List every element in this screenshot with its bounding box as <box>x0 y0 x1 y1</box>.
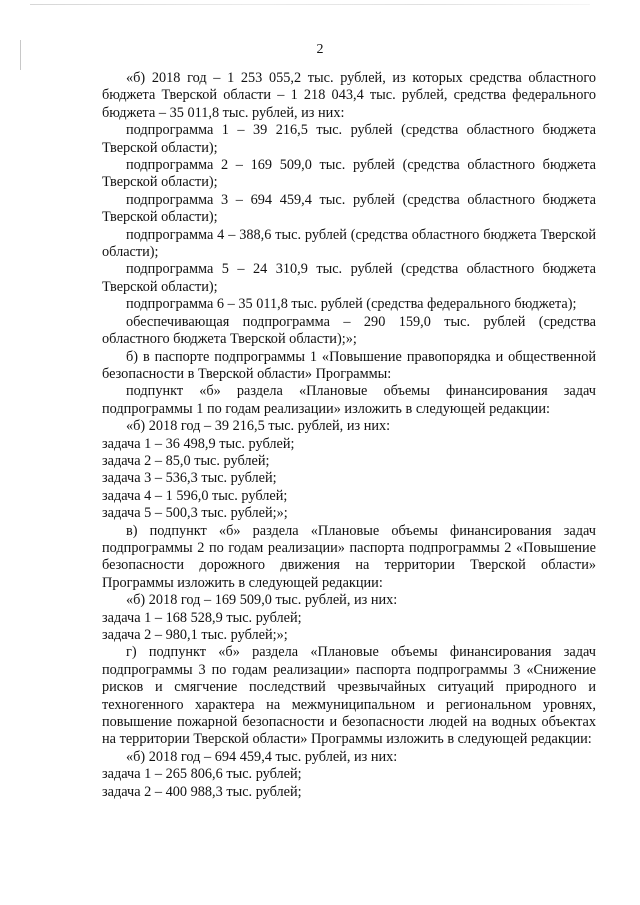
paragraph-subitem-b-section: подпункт «б» раздела «Плановые объемы финансирования задач подпрограммы 1 по годам реализации» изложить в следующей редакции: <box>102 383 596 417</box>
paragraph-2018-total: «б) 2018 год – 1 253 055,2 тыс. рублей, из которых средства областного бюджета Тверской области – 1 218 043,4 тыс. рублей, средства федерального бюджета – 35 011,8 тыс. рублей, из них: <box>102 70 596 121</box>
paragraph-subprogram-5: подпрограмма 5 – 24 310,9 тыс. рублей (средства областного бюджета Тверской области); <box>102 261 596 295</box>
paragraph-subprogram-3: подпрограмма 3 – 694 459,4 тыс. рублей (средства областного бюджета Тверской области); <box>102 191 596 226</box>
document-body <box>102 70 596 801</box>
paragraph-item-g: г) подпункт «б» раздела «Плановые объемы финансирования задач подпрограммы 3 по годам реализации» паспорта подпрограммы 3 «Снижение рисков и смягчение последствий чрезвычайных ситуаций природного и техногенного характера на межмуниципальном и региональном уровнях, повышение пожарной безопасности и безопасности людей на водных объектах на территории Тверской области» Программы изложить в следующей редакции: <box>102 644 596 748</box>
paragraph-sp2-2018-total: «б) 2018 год – 169 509,0 тыс. рублей, из них: <box>126 592 398 609</box>
paragraph-sp1-task-3: задача 3 – 536,3 тыс. рублей; <box>102 470 277 487</box>
paragraph-subprogram-1: подпрограмма 1 – 39 216,5 тыс. рублей (средства областного бюджета Тверской области); <box>102 122 596 156</box>
paragraph-sp3-task-1: задача 1 – 265 806,6 тыс. рублей; <box>102 766 302 783</box>
paragraph-item-b: б) в паспорте подпрограммы 1 «Повышение правопорядка и общественной безопасности в Тверской области» Программы: <box>102 348 596 382</box>
paragraph-sp1-task-1: задача 1 – 36 498,9 тыс. рублей; <box>102 435 295 452</box>
paragraph-supporting-subprogram: обеспечивающая подпрограмма – 290 159,0 тыс. рублей (средства областного бюджета Тверской области);»; <box>102 313 596 348</box>
page-number: 2 <box>316 42 324 57</box>
paragraph-sp2-task-1: задача 1 – 168 528,9 тыс. рублей; <box>102 609 302 626</box>
paragraph-sp3-task-2: задача 2 – 400 988,3 тыс. рублей; <box>102 783 302 800</box>
scan-artifact-line <box>30 4 590 5</box>
paragraph-subprogram-4: подпрограмма 4 – 388,6 тыс. рублей (средства областного бюджета Тверской области); <box>102 226 596 261</box>
paragraph-sp2-task-2: задача 2 – 980,1 тыс. рублей;»; <box>102 627 288 643</box>
paragraph-sp1-task-2: задача 2 – 85,0 тыс. рублей; <box>102 452 270 469</box>
paragraph-sp1-task-4: задача 4 – 1 596,0 тыс. рублей; <box>102 487 288 504</box>
paragraph-item-v: в) подпункт «б» раздела «Плановые объемы финансирования задач подпрограммы 2 по годам реализации» паспорта подпрограммы 2 «Повышение безопасности дорожного движения на территории Тверской области» Программы изложить в следующей редакции: <box>102 522 596 591</box>
paragraph-subprogram-6: подпрограмма 6 – 35 011,8 тыс. рублей (средства федерального бюджета); <box>126 296 577 313</box>
paragraph-sp1-task-5: задача 5 – 500,3 тыс. рублей;»; <box>102 505 288 522</box>
paragraph-sp1-2018-total: «б) 2018 год – 39 216,5 тыс. рублей, из них: <box>126 418 391 435</box>
paragraph-sp3-2018-total: «б) 2018 год – 694 459,4 тыс. рублей, из них: <box>126 748 398 765</box>
paragraph-subprogram-2: подпрограмма 2 – 169 509,0 тыс. рублей (средства областного бюджета Тверской области); <box>102 157 596 191</box>
